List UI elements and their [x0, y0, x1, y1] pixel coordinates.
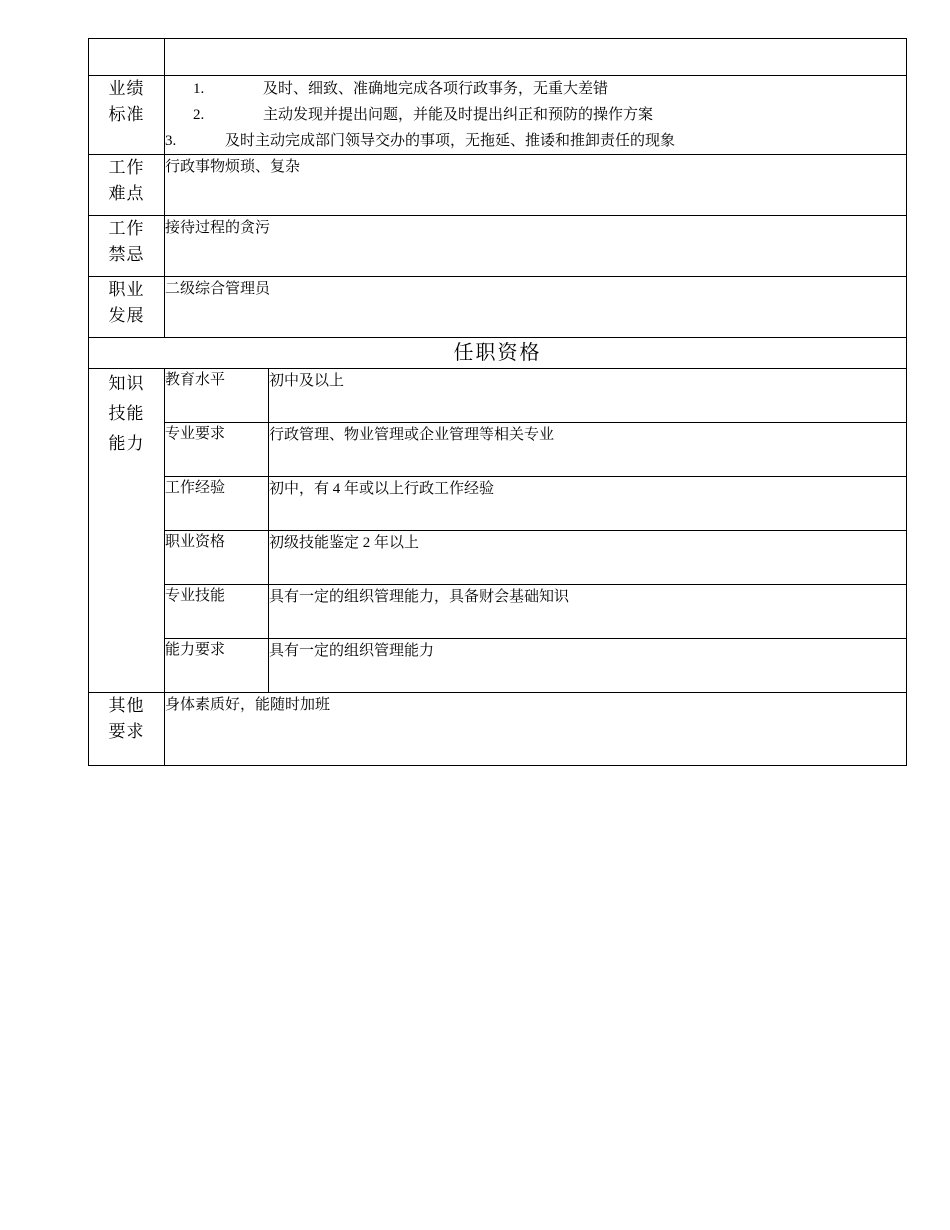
knowledge-label-line3: 能力	[108, 434, 145, 453]
other-label-line1: 其他	[108, 696, 145, 715]
performance-label-line2: 标准	[108, 105, 145, 124]
empty-body-cell	[165, 39, 907, 76]
table-row-ability	[89, 639, 907, 693]
performance-body-cell	[165, 76, 907, 155]
qualification-value-cell	[269, 531, 907, 585]
career-label-line1: 职业	[108, 280, 145, 299]
qualification-name: 职业资格	[165, 534, 226, 550]
other-text: 身体素质好，能随时加班	[165, 697, 331, 713]
major-name: 专业要求	[165, 426, 226, 442]
table-row-other	[89, 693, 907, 766]
taboo-label-line1: 工作	[108, 219, 145, 238]
difficulty-body-cell	[165, 155, 907, 216]
career-text: 二级综合管理员	[165, 281, 271, 297]
list-item-text: 及时主动完成部门领导交办的事项，无拖延、推诿和推卸责任的现象	[225, 133, 676, 149]
ability-value-cell	[269, 639, 907, 693]
performance-label-line1: 业绩	[108, 79, 145, 98]
skills-name-cell	[165, 585, 269, 639]
list-item-text: 主动发现并提出问题，并能及时提出纠正和预防的操作方案	[263, 107, 654, 123]
section-title-text: 任职资格	[453, 342, 542, 364]
ability-name-cell	[165, 639, 269, 693]
career-label-line2: 发展	[108, 306, 145, 325]
list-item-text: 及时、细致、准确地完成各项行政事务，无重大差错	[263, 81, 609, 97]
list-item	[165, 102, 906, 128]
taboo-label-line2: 禁忌	[108, 245, 145, 264]
performance-label-cell	[89, 76, 165, 155]
taboo-label-cell	[89, 216, 165, 277]
table-row-major	[89, 423, 907, 477]
experience-name: 工作经验	[165, 480, 226, 496]
difficulty-label-line2: 难点	[108, 184, 145, 203]
table-row-experience	[89, 477, 907, 531]
difficulty-text: 行政事物烦琐、复杂	[165, 159, 301, 175]
list-item-number: 1.	[193, 81, 205, 97]
qualification-value: 初级技能鉴定 2 年以上	[269, 535, 420, 551]
other-label-line2: 要求	[108, 722, 145, 741]
empty-label-cell	[89, 39, 165, 76]
experience-name-cell	[165, 477, 269, 531]
list-item-number: 2.	[193, 107, 205, 123]
difficulty-label-line1: 工作	[108, 158, 145, 177]
qualification-name-cell	[165, 531, 269, 585]
job-description-table	[88, 38, 907, 766]
career-label-cell	[89, 277, 165, 338]
skills-value: 具有一定的组织管理能力，具备财会基础知识	[269, 589, 570, 605]
table-row-difficulty	[89, 155, 907, 216]
taboo-body-cell	[165, 216, 907, 277]
table-row-career	[89, 277, 907, 338]
career-body-cell	[165, 277, 907, 338]
difficulty-label-cell	[89, 155, 165, 216]
table-row-education	[89, 369, 907, 423]
table-row-skills	[89, 585, 907, 639]
knowledge-label-line2: 技能	[108, 404, 145, 423]
education-value-cell	[269, 369, 907, 423]
table-row-empty-top	[89, 39, 907, 76]
knowledge-label-line1: 知识	[108, 374, 145, 393]
experience-value: 初中，有 4 年或以上行政工作经验	[269, 481, 495, 497]
performance-list	[165, 76, 906, 154]
table-row-qualification	[89, 531, 907, 585]
table-row-taboo	[89, 216, 907, 277]
other-label-cell	[89, 693, 165, 766]
major-value: 行政管理、物业管理或企业管理等相关专业	[269, 427, 555, 443]
education-value: 初中及以上	[269, 373, 345, 389]
list-item	[165, 128, 906, 154]
education-name: 教育水平	[165, 372, 226, 388]
skills-value-cell	[269, 585, 907, 639]
education-name-cell	[165, 369, 269, 423]
list-item	[165, 76, 906, 102]
ability-value: 具有一定的组织管理能力	[269, 643, 435, 659]
list-item-number: 3.	[165, 133, 177, 149]
experience-value-cell	[269, 477, 907, 531]
major-name-cell	[165, 423, 269, 477]
section-title-cell	[89, 338, 907, 369]
taboo-text: 接待过程的贪污	[165, 220, 271, 236]
table-row-section-title	[89, 338, 907, 369]
other-body-cell	[165, 693, 907, 766]
table-row-performance	[89, 76, 907, 155]
ability-name: 能力要求	[165, 642, 226, 658]
knowledge-label-cell	[89, 369, 165, 693]
skills-name: 专业技能	[165, 588, 226, 604]
major-value-cell	[269, 423, 907, 477]
